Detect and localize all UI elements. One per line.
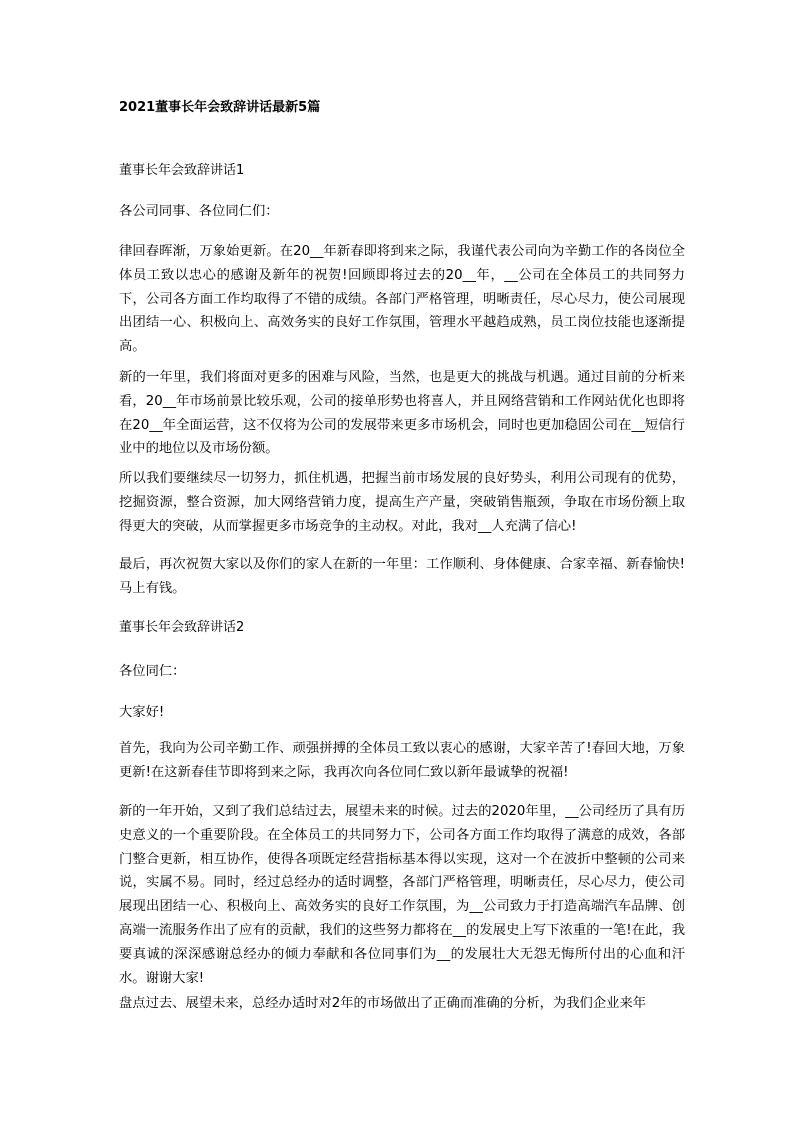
- section-1-salutation: 各公司同事、各位同仁们：: [119, 204, 279, 219]
- section-2-greeting: 大家好!: [119, 705, 165, 720]
- section-2-paragraph-1: 首先，我向为公司辛勤工作、顽强拼搏的全体员工致以衷心的感谢，大家辛苦了!春回大地，万象更新!在这新春佳节即将到来之际，我再次向各位同仁致以新年最诚挚的祝福!: [119, 741, 685, 780]
- section-1-paragraph-1: 律回春晖渐，万象始更新。在20__年新春即将到来之际，我谨代表公司向为辛勤工作的各岗位全体员工致以忠心的感谢及新年的祝贺!回顾即将过去的20__年，__公司在全体员工的共同努力下，公司各方面工作均取得了不错的成绩。各部门严格管理，明晰责任，尽心尽力，使公司展现出团结一心、积极向上、高效务实的良好工作氛围，管理水平越趋成熟，员工岗位技能也逐渐提高。: [119, 244, 685, 355]
- section-2-salutation: 各位同仁：: [119, 664, 186, 679]
- document-title: 2021董事长年会致辞讲话最新5篇: [119, 100, 321, 115]
- section-1-paragraph-3: 所以我们要继续尽一切努力，抓住机遇，把握当前市场发展的良好势头，利用公司现有的优势，挖掘资源，整合资源，加大网络营销力度，提高生产产量，突破销售瓶颈，争取在市场份额上取得更大的突破，从而掌握更多市场竞争的主动权。对此，我对__人充满了信心!: [119, 471, 685, 534]
- section-1-paragraph-4: 最后，再次祝贺大家以及你们的家人在新的一年里：工作顺利、身体健康、合家幸福、新春愉快!马上有钱。: [119, 557, 685, 596]
- section-1-paragraph-2: 新的一年里，我们将面对更多的困难与风险，当然，也是更大的挑战与机遇。通过目前的分析来看，20__年市场前景比较乐观，公司的接单形势也将喜人，并且网络营销和工作网站优化也即将在20__年全面运营，这不仅将为公司的发展带来更多市场机会，同时也更加稳固公司在__短信行业中的地位以及市场份额。: [119, 370, 685, 457]
- section-2-heading: 董事长年会致辞讲话2: [119, 620, 245, 635]
- section-2-paragraph-3: 盘点过去、展望未来，总经办适时对2年的市场做出了正确而准确的分析，为我们企业来年: [119, 996, 647, 1011]
- section-2-paragraph-2: 新的一年开始，又到了我们总结过去，展望未来的时候。过去的2020年里，__公司经历了具有历史意义的一个重要阶段。在全体员工的共同努力下，公司各方面工作均取得了满意的成效，各部门整合更新，相互协作，使得各项既定经营指标基本得以实现，这对一个在波折中整顿的公司来说，实属不易。同时，经过总经办的适时调整，各部门严格管理，明晰责任，尽心尽力，使公司展现出团结一心、积极向上、高效务实的良好工作氛围，为__公司致力于打造高端汽车品牌、创高端一流服务作出了应有的贡献，我们的这些努力都将在__的发展史上写下浓重的一笔!在此，我要真诚的深深感谢总经办的倾力奉献和各位同事们为__的发展壮大无怨无悔所付出的心血和汗水。谢谢大家!: [119, 804, 685, 986]
- section-1-heading: 董事长年会致辞讲话1: [119, 163, 245, 178]
